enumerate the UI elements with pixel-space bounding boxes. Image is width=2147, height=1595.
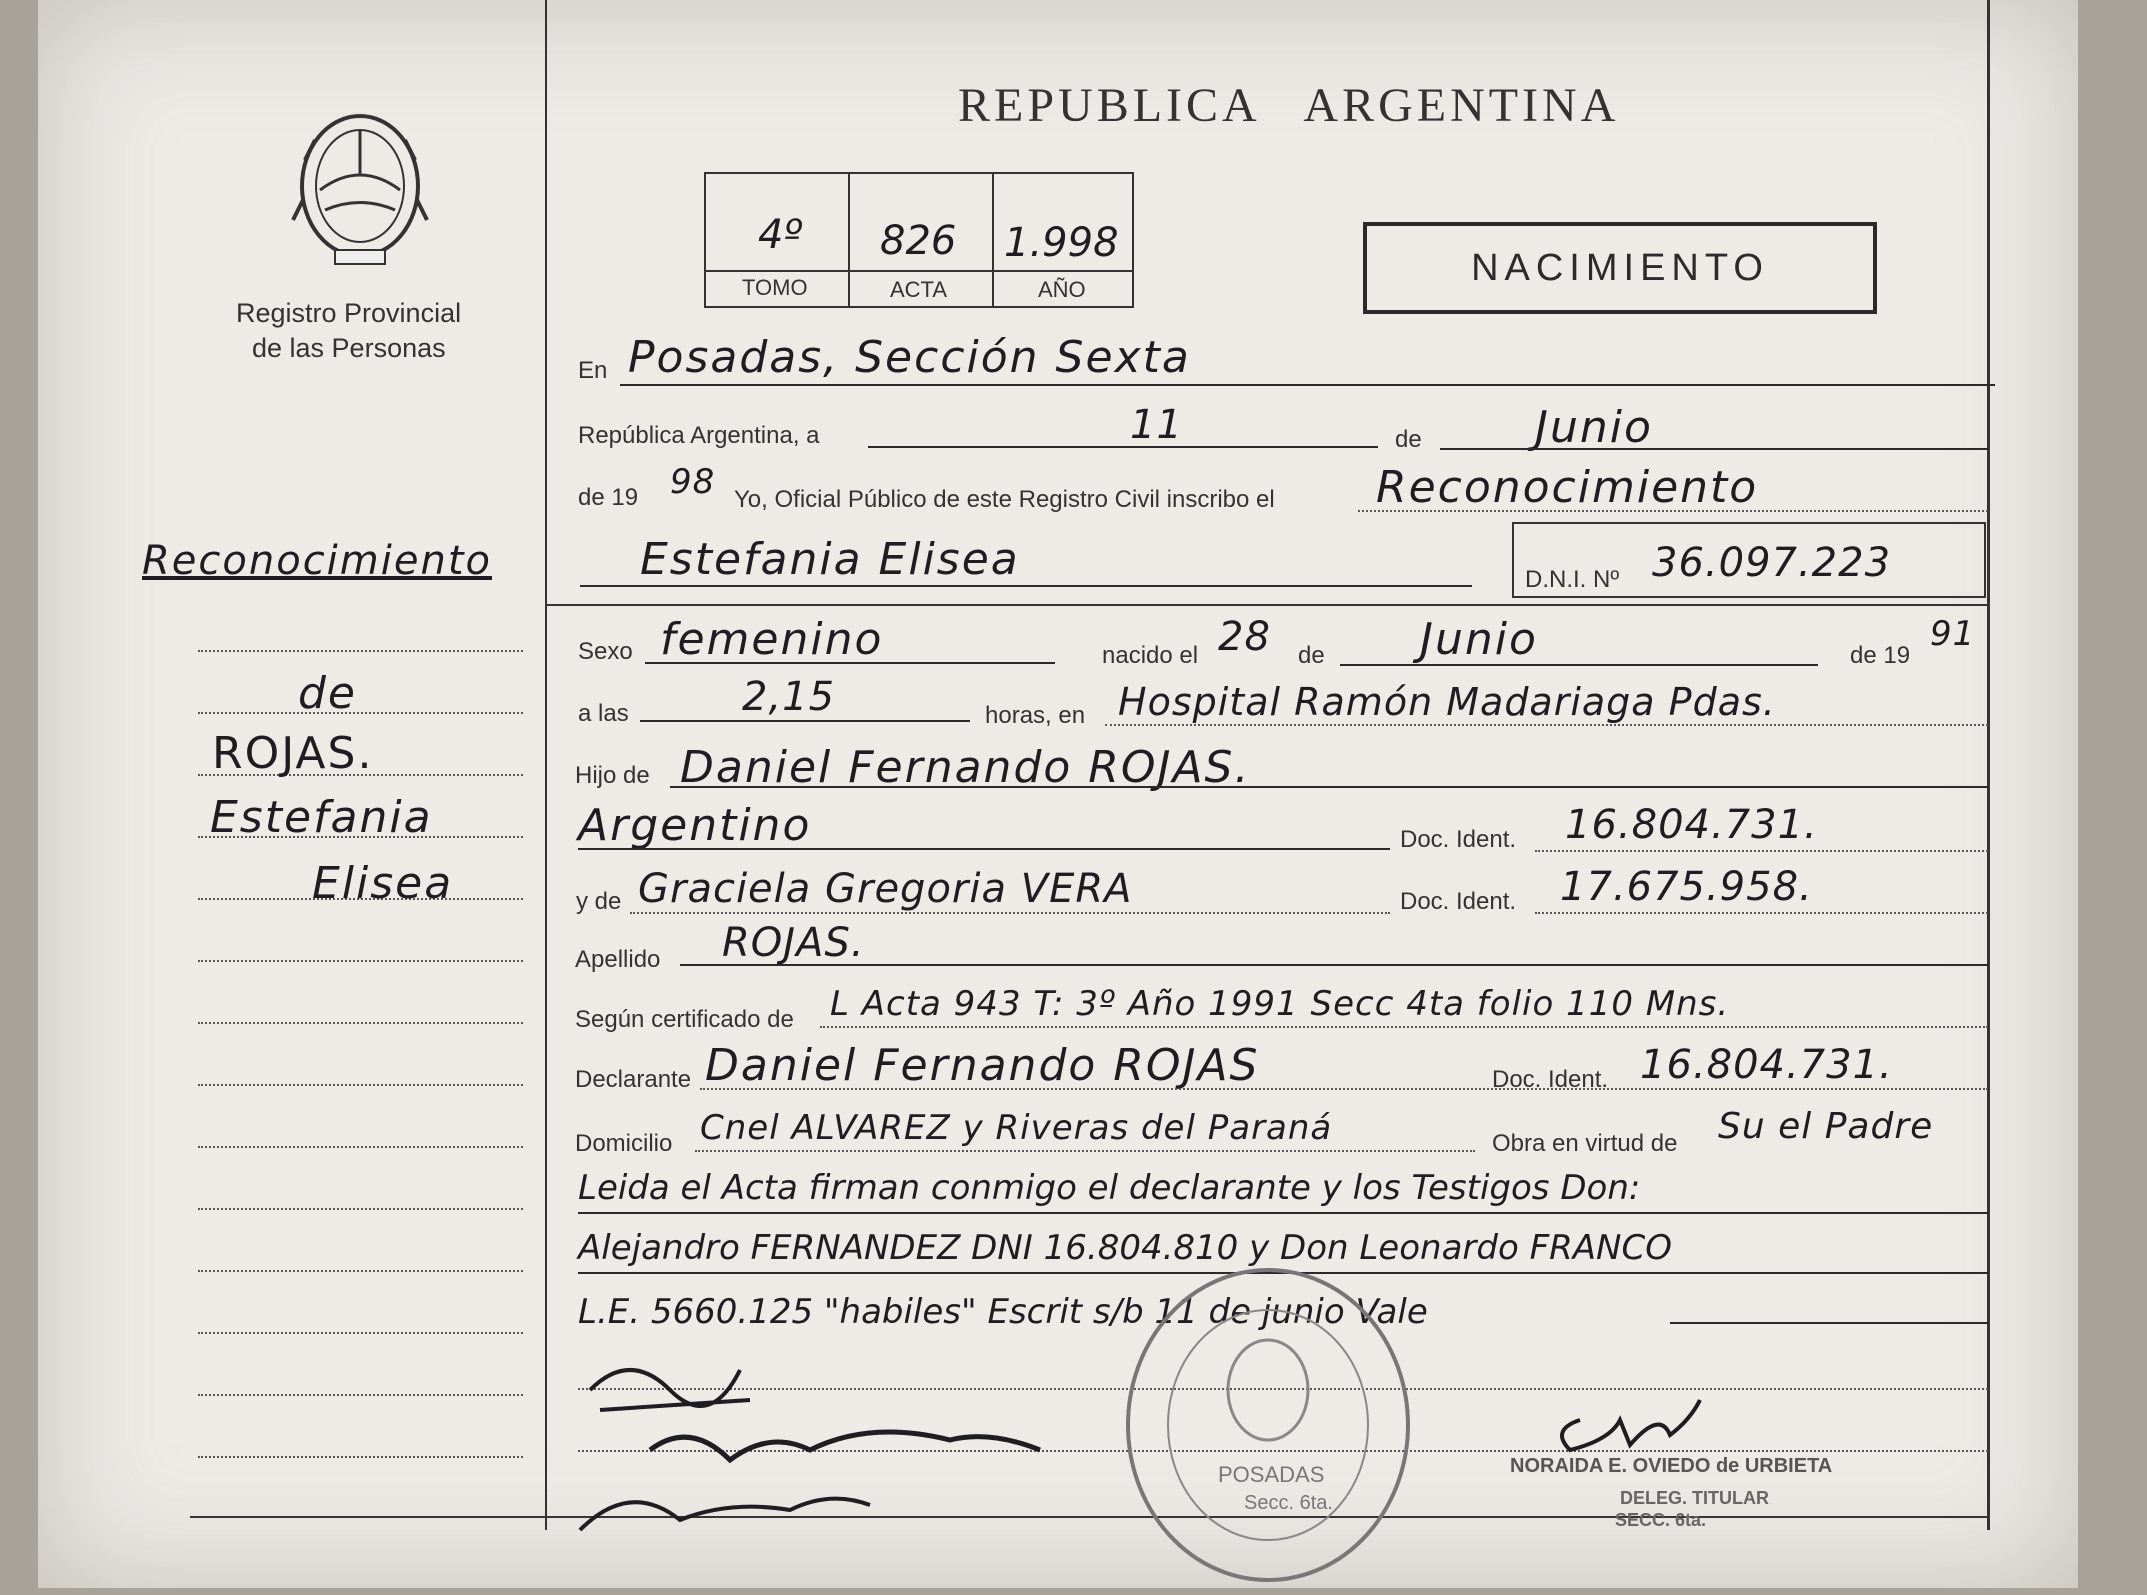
hour-value: 2,15 (742, 674, 836, 720)
margin-dotted-line (198, 1022, 523, 1024)
place-line (1105, 724, 1988, 726)
de-label: de (1395, 426, 1422, 453)
margin-note-line5: Elisea (312, 858, 454, 909)
birth-year-prefix: de 19 (1850, 642, 1911, 669)
margin-dotted-line (198, 1270, 523, 1272)
tomo-value: 4º (758, 212, 803, 258)
dni-value: 36.097.223 (1652, 540, 1892, 586)
tomo-label: TOMO (742, 275, 808, 300)
official-seal (1118, 1260, 1418, 1590)
mother-line (630, 912, 1390, 914)
margin-dotted-line (198, 1456, 523, 1458)
margin-dotted-line (198, 1208, 523, 1210)
birth-year-value: 91 (1930, 614, 1976, 654)
official-signature (1540, 1390, 1740, 1470)
segun-label: Según certificado de (575, 1006, 794, 1033)
father-value: Daniel Fernando ROJAS. (680, 742, 1251, 793)
record-box-divider (704, 270, 1134, 272)
obra-value: Su el Padre (1718, 1106, 1934, 1147)
sexo-value: femenino (660, 614, 884, 665)
obs-line1 (578, 1212, 1988, 1214)
birth-de-label: de (1298, 642, 1325, 669)
stamp-section: SECC. 6ta. (1615, 1510, 1707, 1530)
observations-line3: L.E. 5660.125 "habiles" Escrit s/b 11 de junio Vale (578, 1292, 1428, 1332)
oficial-text: Yo, Oficial Público de este Registro Civil inscribo el (734, 486, 1275, 513)
margin-dotted-line (198, 650, 523, 652)
sexo-line (645, 662, 1055, 664)
margin-note-line1: Reconocimiento (142, 538, 492, 584)
declarante-doc-value: 16.804.731. (1640, 1042, 1893, 1088)
margin-dotted-line (198, 1084, 523, 1086)
registry-name-line2: de las Personas (252, 333, 446, 363)
place-value: Hospital Ramón Madariaga Pdas. (1118, 680, 1776, 724)
bottom-rule (190, 1516, 1990, 1518)
margin-dotted-line (198, 1146, 523, 1148)
day-line (868, 446, 1378, 448)
obra-label: Obra en virtud de (1492, 1130, 1678, 1157)
day-value: 11 (1130, 402, 1183, 448)
mother-doc-line (1535, 912, 1988, 914)
margin-note-line4: Estefania (210, 792, 433, 843)
right-border (1987, 0, 1990, 1530)
sexo-label: Sexo (578, 638, 633, 665)
hijo-label: Hijo de (575, 762, 650, 789)
month-value: Junio (1535, 402, 1653, 453)
act-type-value: Reconocimiento (1376, 462, 1759, 513)
republica-label: República Argentina, a (578, 422, 820, 449)
father-doc-line (1535, 850, 1988, 852)
domicilio-value: Cnel ALVAREZ y Riveras del Paraná (700, 1108, 1333, 1148)
seal-section: Secc. 6ta. (1244, 1492, 1333, 1514)
margin-note-line2: de (298, 668, 357, 719)
year-prefix: de 19 (578, 484, 639, 511)
margin-dotted-line (198, 1394, 523, 1396)
stamp-name: NORAIDA E. OVIEDO de URBIETA (1510, 1455, 1833, 1477)
anio-label: AÑO (1038, 277, 1086, 302)
declarante-line (700, 1088, 1988, 1090)
father-nationality-value: Argentino (578, 800, 812, 851)
obs-line3 (1670, 1322, 1988, 1324)
mother-doc-value: 17.675.958. (1560, 864, 1813, 910)
en-line (620, 384, 1995, 386)
domicilio-label: Domicilio (575, 1130, 673, 1157)
dni-label: D.N.I. Nº (1525, 566, 1620, 593)
name-line (580, 585, 1472, 587)
birth-day-value: 28 (1218, 614, 1271, 660)
stamp-role: DELEG. TITULAR (1620, 1488, 1769, 1508)
a-las-label: a las (578, 700, 629, 727)
month-line (1440, 448, 1988, 450)
anio-value: 1.998 (1004, 220, 1119, 266)
father-doc-value: 16.804.731. (1565, 802, 1818, 848)
mother-value: Graciela Gregoria VERA (638, 866, 1133, 912)
section-divider (545, 604, 1990, 606)
segun-value: L Acta 943 T: 3º Año 1991 Secc 4ta folio 110 Mns. (830, 984, 1730, 1024)
birth-month-value: Junio (1420, 614, 1538, 665)
domicilio-line (695, 1150, 1475, 1152)
observations-line1: Leida el Acta firman conmigo el declarante y los Testigos Don: (578, 1168, 1641, 1208)
father-line (670, 786, 1988, 788)
nacido-label: nacido el (1102, 642, 1199, 669)
year-value: 98 (670, 462, 716, 502)
margin-dotted-line (198, 712, 523, 714)
acta-value: 826 (880, 218, 957, 264)
segun-line (820, 1026, 1988, 1028)
margin-note-line3: ROJAS. (212, 728, 374, 779)
signature-scribbles (570, 1330, 1090, 1550)
record-type-box: NACIMIENTO (1363, 222, 1877, 314)
act-type-line (1358, 510, 1988, 512)
en-value: Posadas, Sección Sexta (628, 332, 1191, 383)
en-label: En (578, 357, 608, 384)
apellido-line (680, 964, 1988, 966)
y-de-label: y de (576, 888, 622, 915)
margin-dotted-line (198, 1332, 523, 1334)
seal-city: POSADAS (1218, 1462, 1325, 1487)
margin-dotted-line (198, 960, 523, 962)
nationality-line (578, 848, 1390, 850)
apellido-label: Apellido (575, 946, 661, 973)
country-title: REPUBLICA ARGENTINA (958, 79, 1620, 132)
name-value: Estefania Elisea (640, 534, 1020, 585)
declarante-label: Declarante (575, 1066, 692, 1093)
apellido-value: ROJAS. (722, 920, 865, 966)
hour-line (640, 720, 970, 722)
observations-line2: Alejandro FERNANDEZ DNI 16.804.810 y Don Leonardo FRANCO (578, 1228, 1672, 1268)
margin-divider (545, 0, 547, 1530)
horas-label: horas, en (985, 702, 1086, 729)
registry-name-line1: Registro Provincial (236, 298, 462, 328)
declarante-value: Daniel Fernando ROJAS (705, 1040, 1260, 1091)
father-doc-label: Doc. Ident. (1400, 826, 1517, 853)
birth-month-line (1340, 664, 1818, 666)
misiones-emblem (285, 100, 435, 270)
acta-label: ACTA (890, 277, 948, 302)
declarante-doc-label: Doc. Ident. (1492, 1066, 1609, 1093)
mother-doc-label: Doc. Ident. (1400, 888, 1517, 915)
